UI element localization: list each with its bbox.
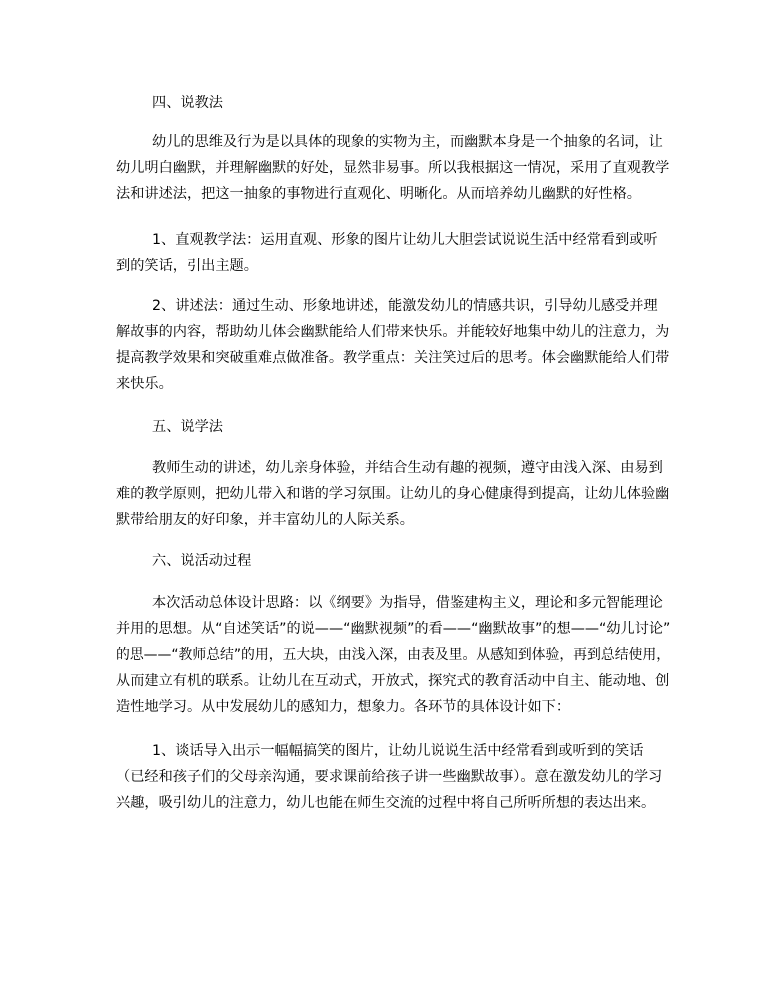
section-heading: 六、说活动过程 <box>152 553 252 569</box>
paragraph-line: 幼儿的思维及行为是以具体的现象的实物为主，而幽默本身是一个抽象的名词，让 <box>152 134 663 150</box>
paragraph-line: 解故事的内容，帮助幼儿体会幽默能给人们带来快乐。并能较好地集中幼儿的注意力，为 <box>116 324 670 340</box>
paragraph-line: 到的笑话，引出主题。 <box>116 258 258 274</box>
paragraph-line: 提高教学效果和突破重难点做准备。教学重点：关注笑过后的思考。体会幽默能给人们带 <box>116 350 670 366</box>
paragraph-line: （已经和孩子们的父母亲沟通，要求课前给孩子讲一些幽默故事）。意在激发幼儿的学习 <box>116 769 663 785</box>
paragraph-line: 法和讲述法，把这一抽象的事物进行直观化、明晰化。从而培养幼儿幽默的好性格。 <box>116 186 641 202</box>
section-heading: 五、说学法 <box>152 419 223 435</box>
paragraph-line: 教师生动的讲述，幼儿亲身体验，并结合生动有趣的视频，遵守由浅入深、由易到 <box>152 460 663 476</box>
paragraph-line: 1、直观教学法：运用直观、形象的图片让幼儿大胆尝试说说生活中经常看到或听 <box>152 232 658 248</box>
paragraph-line: 并用的思想。从“自述笑话”的说——“幽默视频”的看——“幽默故事”的想——“幼儿讨论” <box>116 621 671 637</box>
paragraph-line: 1、谈话导入出示一幅幅搞笑的图片，让幼儿说说生活中经常看到或听到的笑话 <box>152 743 644 759</box>
paragraph-line: 造性地学习。从中发展幼儿的感知力，想象力。各环节的具体设计如下： <box>116 699 571 715</box>
paragraph-line: 从而建立有机的联系。让幼儿在互动式，开放式，探究式的教育活动中自主、能动地、创 <box>116 673 670 689</box>
paragraph-line: 幼儿明白幽默，并理解幽默的好处，显然非易事。所以我根据这一情况，采用了直观教学 <box>116 160 670 176</box>
section-heading: 四、说教法 <box>152 95 223 111</box>
paragraph-line: 兴趣，吸引幼儿的注意力，幼儿也能在师生交流的过程中将自己所听所想的表达出来。 <box>116 795 656 811</box>
paragraph-line: 本次活动总体设计思路：以《纲要》为指导，借鉴建构主义，理论和多元智能理论 <box>152 595 663 611</box>
paragraph-line: 2、讲述法：通过生动、形象地讲述，能激发幼儿的情感共识，引导幼儿感受并理 <box>152 298 658 314</box>
paragraph-line: 难的教学原则，把幼儿带入和谐的学习氛围。让幼儿的身心健康得到提高，让幼儿体验幽 <box>116 486 670 502</box>
paragraph-line: 的思——“教师总结”的用，五大块，由浅入深，由表及里。从感知到体验，再到总结使用， <box>116 647 671 663</box>
paragraph-line: 来快乐。 <box>116 376 173 392</box>
paragraph-line: 默带给朋友的好印象，并丰富幼儿的人际关系。 <box>116 512 414 528</box>
